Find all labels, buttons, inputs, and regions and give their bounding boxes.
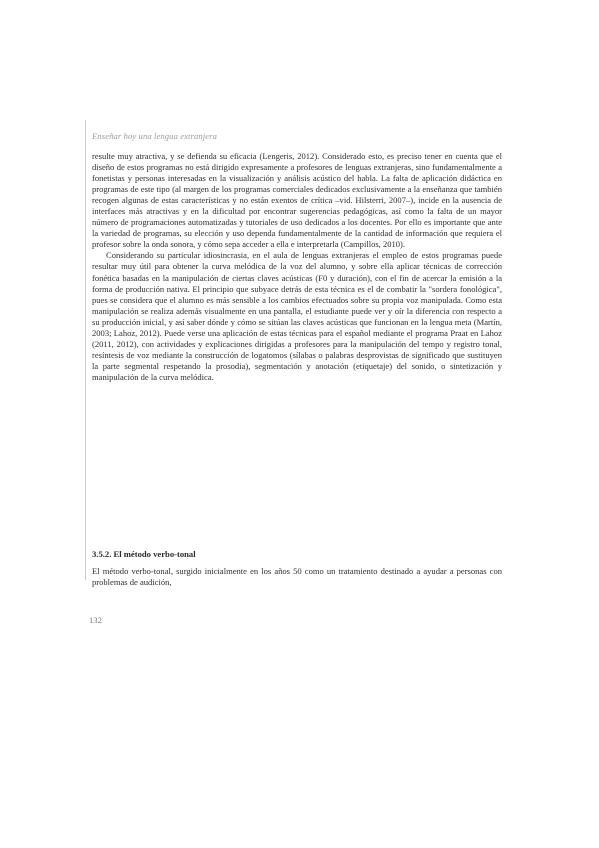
page-number: 132 [89, 615, 102, 625]
paragraph-1: resulte muy atractiva, y se defienda su eficacia (Lengeris, 2012). Considerado esto, es preciso tener en cuenta que el diseño de estos programas no está dirigido expresamente a profesores de lenguas extranjeras, sino fundamentalmente a fonetistas y personas interesadas en la visualización y análisis acústico del habla. La falta de aplicación didáctica en programas de este tipo (al margen de los programas comerciales dedicados exclusivamente a la enseñanza que también recogen algunas de estas características y no están exentos de crítica –vid. Hilsterri, 2007–), incide en la ausencia de interfaces más atractivas y en la dificultad por encontrar sugerencias pedagógicas, así como la falta de un mayor número de programaciones automatizadas y tutoriales de uso dedicados a los docentes. Por ello es importante que ante la variedad de programas, su elección y uso dependa fundamentalmente de la cantidad de información que requiera el profesor sobre la onda sonora, y cómo sepa acceder a ella e interpretarla (Campillos, 2010). [92, 151, 502, 250]
body-text-continued [92, 566, 502, 588]
section-heading: 3.5.2. El método verbo-tonal [92, 549, 196, 559]
paragraph-2: Considerando su particular idiosincrasia, en el aula de lenguas extranjeras el empleo de estos programas puede resultar muy útil para obtener la curva melódica de la voz del alumno, y sobre ella aplicar técnicas de corrección fonética basadas en la manipulación de ciertas claves acústicas (F0 y duración), con el fin de acercar la emisión a la forma de producción nativa. El principio que subyace detrás de esta técnica es el de combatir la "sordera fonológica", pues se considera que el alumno es más sensible a los cambios efectuados sobre su propia voz manipulada. Como esta manipulación se realiza además visualmente en una pantalla, el estudiante puede ver y oír la diferencia con respecto a su producción inicial, y así saber dónde y cómo se sitúan las claves acústicas que funcionan en la lengua meta (Martín, 2003; Lahoz, 2012). Puede verse una aplicación de estas técnicas para el español mediante el programa Praat en Lahoz (2011, 2012), con actividades y explicaciones dirigidas a profesores para la manipulación del tempo y registro tonal, resíntesis de voz mediante la construcción de logatomos (sílabas o palabras desprovistas de significado que sustituyen la parte segmental respetando la prosodia), segmentación y anotación (etiquetaje) del sonido, o sintetización y manipulación de la curva melódica. [92, 250, 502, 382]
running-head: Enseñar hoy una lengua extranjera [92, 131, 218, 141]
paragraph-3: El método verbo-tonal, surgido inicialmente en los años 50 como un tratamiento destinado a ayudar a personas con problemas de audición, [92, 566, 502, 588]
margin-rule [85, 120, 86, 580]
body-text [92, 151, 502, 383]
